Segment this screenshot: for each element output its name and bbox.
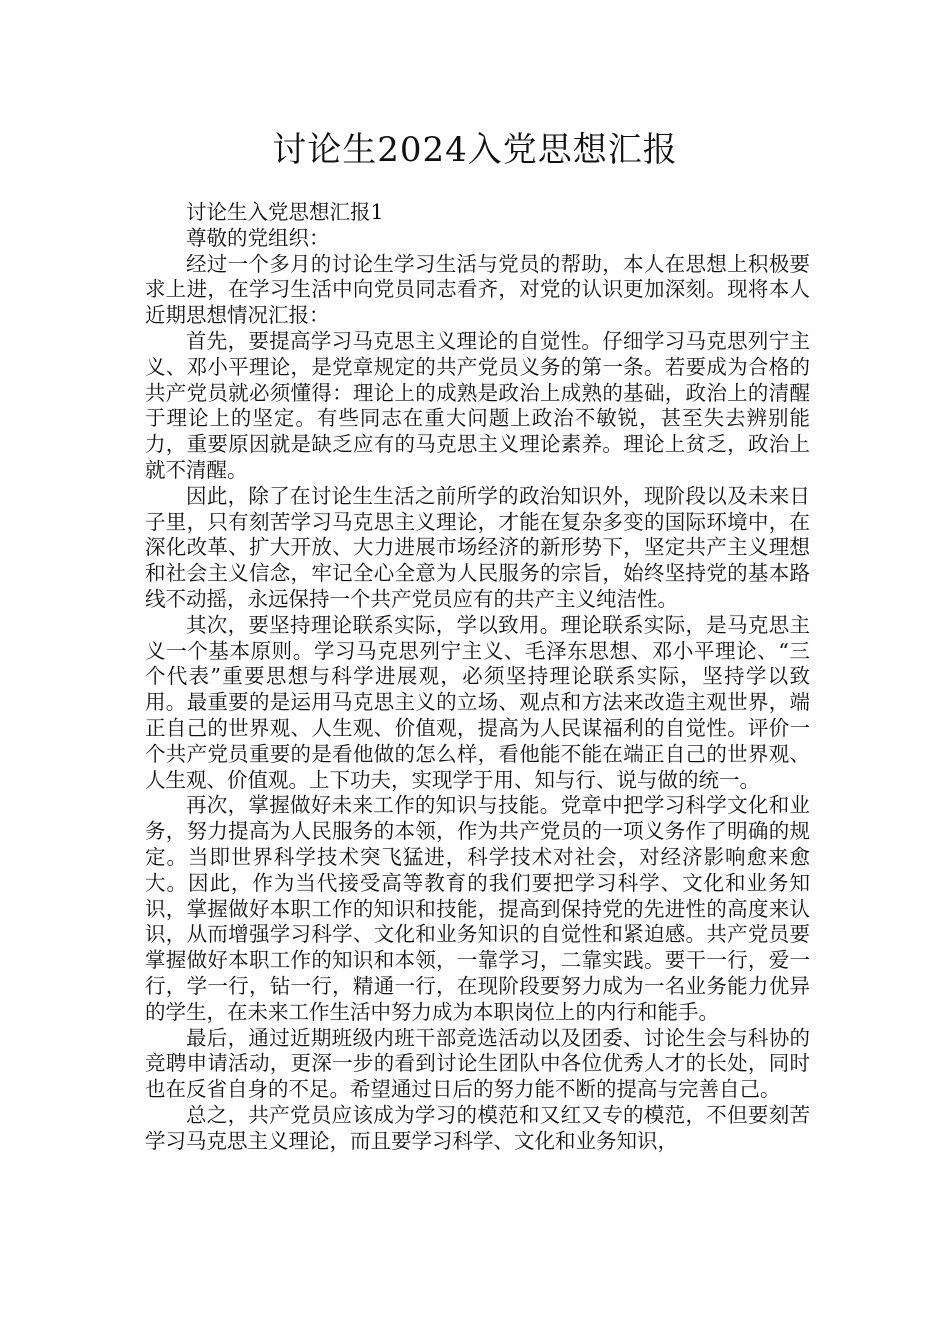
paragraph: 最后，通过近期班级内班干部竞选活动以及团委、讨论生会与科协的竞聘申请活动，更深一步的看到讨论生团队中各位优秀人才的长处，同时也在反省自身的不足。希望通过日后的努力能不断的提高与完善自己。 xyxy=(145,1025,810,1102)
paragraph: 因此，除了在讨论生生活之前所学的政治知识外，现阶段以及未来日子里，只有刻苦学习马克思主义理论，才能在复杂多变的国际环境中，在深化改革、扩大开放、大力进展市场经济的新形势下，坚定共产主义理想和社会主义信念，牢记全心全意为人民服务的宗旨，始终坚持党的基本路线不动摇，永远保持一个共产党员应有的共产主义纯洁性。 xyxy=(145,483,810,611)
paragraph: 总之，共产党员应该成为学习的模范和又红又专的模范，不但要刻苦学习马克思主义理论，而且要学习科学、文化和业务知识， xyxy=(145,1102,810,1153)
paragraph: 再次，掌握做好未来工作的知识与技能。党章中把学习科学文化和业务，努力提高为人民服务的本领，作为共产党员的一项义务作了明确的规定。当即世界科学技术突飞猛进，科学技术对社会，对经济影响愈来愈大。因此，作为当代接受高等教育的我们要把学习科学、文化和业务知识，掌握做好本职工作的知识和技能，提高到保持党的先进性的高度来认识，从而增强学习科学、文化和业务知识的自觉性和紧迫感。共产党员要掌握做好本职工作的知识和本领，一靠学习，二靠实践。要干一行，爱一行，学一行，钻一行，精通一行，在现阶段要努力成为一名业务能力优异的学生，在未来工作生活中努力成为本职岗位上的内行和能手。 xyxy=(145,793,810,1024)
paragraph: 经过一个多月的讨论生学习生活与党员的帮助，本人在思想上积极要求上进，在学习生活中向党员同志看齐，对党的认识更加深刻。现将本人近期思想情况汇报： xyxy=(145,251,810,328)
report-heading: 讨论生入党思想汇报1 xyxy=(186,200,384,224)
salutation: 尊敬的党组织： xyxy=(186,225,330,250)
document-body xyxy=(145,200,810,1154)
paragraph: 首先，要提高学习马克思主义理论的自觉性。仔细学习马克思列宁主义、邓小平理论，是党章规定的共产党员义务的第一条。若要成为合格的共产党员就必须懂得：理论上的成熟是政治上成熟的基础，政治上的清醒于理论上的坚定。有些同志在重大问题上政治不敏锐，甚至失去辨别能力，重要原因就是缺乏应有的马克思主义理论素养。理论上贫乏，政治上就不清醒。 xyxy=(145,328,810,482)
paragraph: 其次，要坚持理论联系实际，学以致用。理论联系实际，是马克思主义一个基本原则。学习马克思列宁主义、毛泽东思想、邓小平理论、“三个代表”重要思想与科学进展观，必须坚持理论联系实际，坚持学以致用。最重要的是运用马克思主义的立场、观点和方法来改造主观世界，端正自己的世界观、人生观、价值观，提高为人民谋福利的自觉性。评价一个共产党员重要的是看他做的怎么样，看他能不能在端正自己的世界观、人生观、价值观。上下功夫，实现学于用、知与行、说与做的统一。 xyxy=(145,612,810,792)
document-title: 讨论生2024入党思想汇报 xyxy=(272,130,678,170)
